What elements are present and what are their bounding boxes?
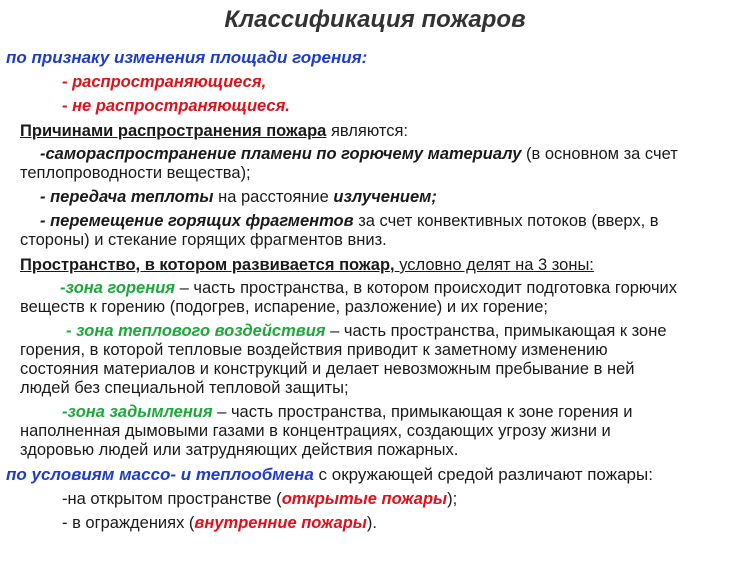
cause-heat-transfer-mid: на расстояние: [213, 188, 334, 206]
cause-fragments-rest: за счет конвективных потоков (вверх, в: [353, 212, 659, 230]
zone-smoke-rest: – часть пространства, примыкающая к зоне горения и: [212, 403, 633, 421]
cause-fragments: [40, 212, 659, 231]
cause-heat-transfer: [40, 188, 437, 207]
zone-heat-cont-3: людей без специальной тепловой защиты;: [20, 379, 349, 397]
cause-heat-transfer-bold: - передача теплоты: [40, 188, 214, 206]
cause-self-spread: [40, 145, 678, 164]
section-heading-exchange-rest: с окружающей средой различают пожары:: [313, 465, 653, 484]
zone-heat-name: - зона теплового воздействия: [66, 322, 326, 340]
zone-burning-name: -зона горения: [60, 279, 175, 297]
causes-heading: [20, 122, 408, 141]
internal-fires-pre: - в ограждениях (: [62, 514, 195, 532]
zone-heat: [66, 322, 667, 341]
page-title: Классификация пожаров: [224, 6, 526, 33]
zone-smoke-name: -зона задымления: [62, 403, 213, 421]
zone-smoke-cont-2: здоровью людей или затрудняющих действия пожарных.: [20, 441, 459, 459]
zones-heading-bold: Пространство, в котором развивается пожар,: [20, 256, 395, 274]
zones-heading: [20, 256, 594, 275]
zone-burning-rest: – часть пространства, в котором происходит подготовка горючих: [175, 279, 678, 297]
section-heading-exchange-blue: по условиям массо- и теплообмена: [6, 465, 314, 484]
internal-fires-post: ).: [366, 514, 377, 532]
internal-fires-term: внутренние пожары: [194, 514, 367, 532]
causes-heading-bold: Причинами распространения пожара: [20, 122, 327, 140]
list-item-non-spreading: - не распространяющиеся.: [62, 97, 290, 115]
open-fires-term: открытые пожары: [281, 490, 448, 508]
zone-smoke: [62, 403, 632, 422]
zone-burning: [60, 279, 677, 298]
cause-self-spread-cont: теплопроводности вещества);: [20, 164, 251, 182]
zone-smoke-cont-1: наполненная дымовыми газами в концентрациях, создающих угрозу жизни и: [20, 422, 611, 440]
cause-heat-transfer-radiation: излучением;: [333, 188, 437, 206]
zone-burning-cont: веществ к горению (подогрев, испарение, разложение) и их горение;: [20, 298, 548, 316]
cause-fragments-cont: стороны) и стекание горящих фрагментов вниз.: [20, 231, 387, 249]
cause-self-spread-rest: (в основном за счет: [521, 145, 678, 163]
causes-heading-rest: являются:: [326, 122, 408, 140]
zones-heading-rest: условно делят на 3 зоны:: [394, 256, 594, 274]
cause-fragments-bold: - перемещение горящих фрагментов: [40, 212, 354, 230]
section-heading-exchange: [6, 465, 653, 484]
zone-heat-cont-2: состояния материалов и конструкций и делает невозможным пребывание в ней: [20, 360, 635, 378]
open-fires-pre: -на открытом пространстве (: [62, 490, 282, 508]
open-fires-post: );: [447, 490, 458, 508]
list-item-spreading: - распространяющиеся,: [62, 73, 267, 91]
zone-heat-cont-1: горения, в которой тепловые воздействия приводит к заметному изменению: [20, 341, 608, 359]
list-item-open-fires: [62, 490, 457, 509]
section-heading-area: по признаку изменения площади горения:: [6, 48, 368, 67]
zone-heat-rest: – часть пространства, примыкающая к зоне: [325, 322, 667, 340]
list-item-internal-fires: [62, 514, 377, 533]
cause-self-spread-bold: -самораспространение пламени по горючему материалу: [40, 145, 522, 163]
